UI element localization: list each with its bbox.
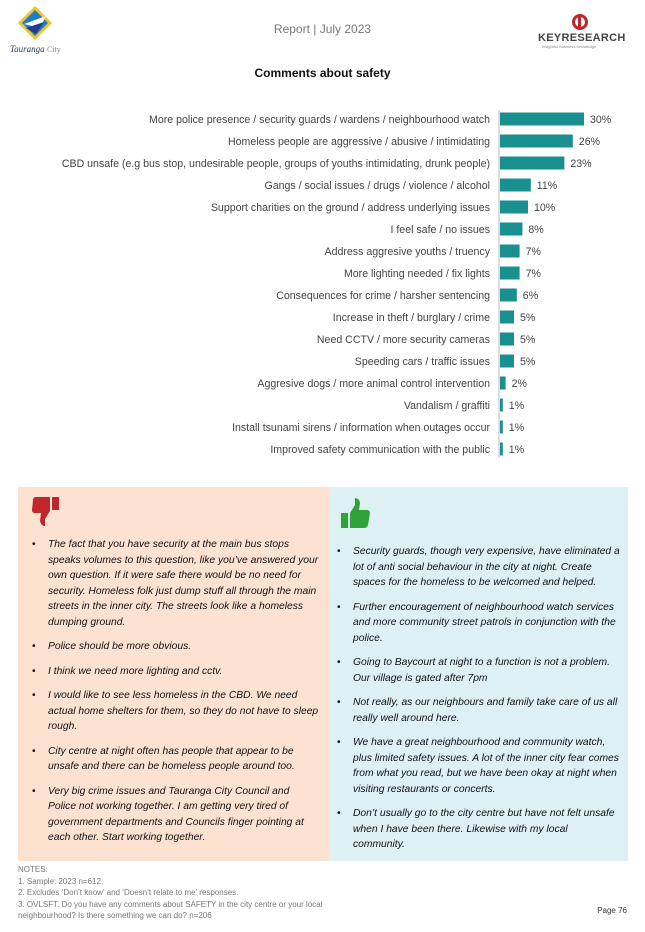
positive-comment-2: • Further encouragement of neighbourhood watch services and more community street patrols in conjunction with the police.: [335, 600, 620, 647]
negative-comment-3: • I think we need more lighting and cctv.: [30, 664, 320, 680]
category-label: More lighting needed / fix lights: [343, 268, 490, 280]
logo-left-name: Tauranga: [10, 44, 45, 54]
positive-comment-6: • Don’t usually go to the city centre but have not felt unsafe when I have been there. Likewise with my local community.: [335, 806, 620, 853]
category-label: Homeless people are aggressive / abusive / intimidating: [227, 136, 490, 148]
positive-comment-1: • Security guards, though very expensive, have eliminated a lot of anti social behaviour in the city at night. Create spaces for the homeless to be welcomed and helped.: [335, 544, 620, 591]
positive-comment-3: • Going to Baycourt at night to a function is not a problem. Our village is gated after 7pm: [335, 655, 620, 686]
bar: [500, 289, 517, 302]
category-label: Improved safety communication with the public: [270, 444, 490, 456]
bar: [500, 245, 520, 258]
bar: [500, 377, 506, 390]
data-label: 11%: [536, 180, 558, 192]
category-label: CBD unsafe (e.g bus stop, undesirable people, groups of youths intimidating, drunk people): [61, 158, 490, 170]
bar: [500, 157, 564, 170]
note-1: 1. Sample: 2023 n=612.: [18, 876, 104, 886]
keyresearch-logo: [530, 14, 630, 50]
logo-left-city: City: [46, 45, 61, 54]
bar: [500, 311, 514, 324]
data-label: 5%: [520, 312, 536, 324]
positive-comments-panel: [329, 487, 628, 861]
positive-comment-5: • We have a great neighbourhood and community watch, plus limited safety issues. A lot of the inner city fear comes from what you read, but we have been okay at night when visiting restaurants or concerts.: [335, 735, 620, 797]
bar: [500, 267, 520, 280]
data-label: 7%: [525, 246, 541, 258]
negative-comments-panel: [18, 487, 329, 861]
negative-comment-2: • Police should be more obvious.: [30, 639, 320, 655]
bar: [500, 355, 514, 368]
note-2: 2. Excludes ‘Don’t know’ and ‘Doesn’t relate to me’ responses.: [18, 888, 239, 897]
keyresearch-wordmark: KEYRESEARCH: [538, 32, 626, 44]
category-label: I feel safe / no issues: [390, 224, 490, 236]
negative-comment-6: • Very big crime issues and Tauranga City Council and Police not working together. I am getting very tired of government departments and Councils finger pointing at each other. Start working together.: [30, 784, 320, 846]
negative-comment-4: • I would like to see less homeless in the CBD. We need actual home shelters for them, so they do not have to sleep rough.: [30, 688, 320, 735]
page-number: Page 76: [597, 906, 627, 915]
data-label: 1%: [508, 422, 525, 434]
category-label: Support charities on the ground / address underlying issues: [210, 202, 490, 214]
notes: [18, 864, 322, 922]
safety-comments-bar-chart: [0, 100, 645, 470]
thumbs-down-icon: [32, 497, 60, 527]
data-label: 26%: [578, 136, 601, 148]
bar: [500, 421, 503, 434]
keyresearch-tagline: Insightful Business Knowledge: [542, 44, 597, 49]
data-label: 7%: [525, 268, 541, 280]
keyresearch-ring-icon: [572, 14, 588, 30]
bar: [500, 179, 531, 192]
data-label: 8%: [528, 224, 544, 236]
category-label: Speeding cars / traffic issues: [354, 356, 490, 368]
category-label: More police presence / security guards / wardens / neighbourhood watch: [149, 114, 490, 126]
bar: [500, 135, 573, 148]
thumbs-up-icon: [341, 497, 371, 529]
category-label: Need CCTV / more security cameras: [316, 334, 490, 346]
report-header: Report | July 2023: [273, 22, 372, 36]
data-label: 30%: [590, 114, 612, 126]
category-label: Gangs / social issues / drugs / violence / alcohol: [264, 180, 490, 192]
data-label: 6%: [522, 290, 539, 302]
data-label: 5%: [520, 334, 536, 346]
category-label: Address aggresive youths / truency: [324, 246, 490, 258]
data-label: 5%: [520, 356, 536, 368]
bar: [500, 201, 528, 214]
category-label: Increase in theft / burglary / crime: [332, 312, 490, 324]
category-label: Consequences for crime / harsher sentencing: [276, 290, 490, 302]
bar: [500, 223, 522, 236]
note-3-continued: neighbourhood? Is there something we can do? n=206: [18, 911, 212, 920]
notes-heading: NOTES:: [18, 865, 48, 874]
data-label: 23%: [570, 158, 592, 170]
negative-comment-1: • The fact that you have security at the main bus stops speaks volumes to this question, like you’ve answered your own question. If it were safe there would be no need for security. Homeless folk just dump stuff all through the main streets in the inner city. The streets look like a homeless dumping ground.: [30, 537, 320, 630]
negative-comments-list: [30, 537, 320, 855]
note-3: 3. OVLSFT. Do you have any comments about SAFETY in the city centre or your local: [18, 899, 323, 909]
bar: [500, 443, 503, 456]
positive-comment-4: • Not really, as our neighbours and family take care of us all really well around here.: [335, 695, 620, 726]
data-label: 1%: [508, 400, 525, 412]
bar: [500, 113, 584, 126]
positive-comments-list: [335, 544, 620, 862]
bar: [500, 399, 503, 412]
bar: [500, 333, 514, 346]
data-label: 10%: [534, 202, 556, 214]
category-label: Aggresive dogs / more animal control intervention: [257, 378, 490, 390]
data-label: 1%: [508, 444, 525, 456]
data-label: 2%: [511, 378, 527, 390]
chart-title: Comments about safety: [254, 66, 391, 80]
negative-comment-5: • City centre at night often has people that appear to be unsafe and there can be homeless people around too.: [30, 744, 320, 775]
category-label: Vandalism / graffiti: [403, 400, 490, 412]
category-label: Install tsunami sirens / information when outages occur: [232, 422, 490, 434]
